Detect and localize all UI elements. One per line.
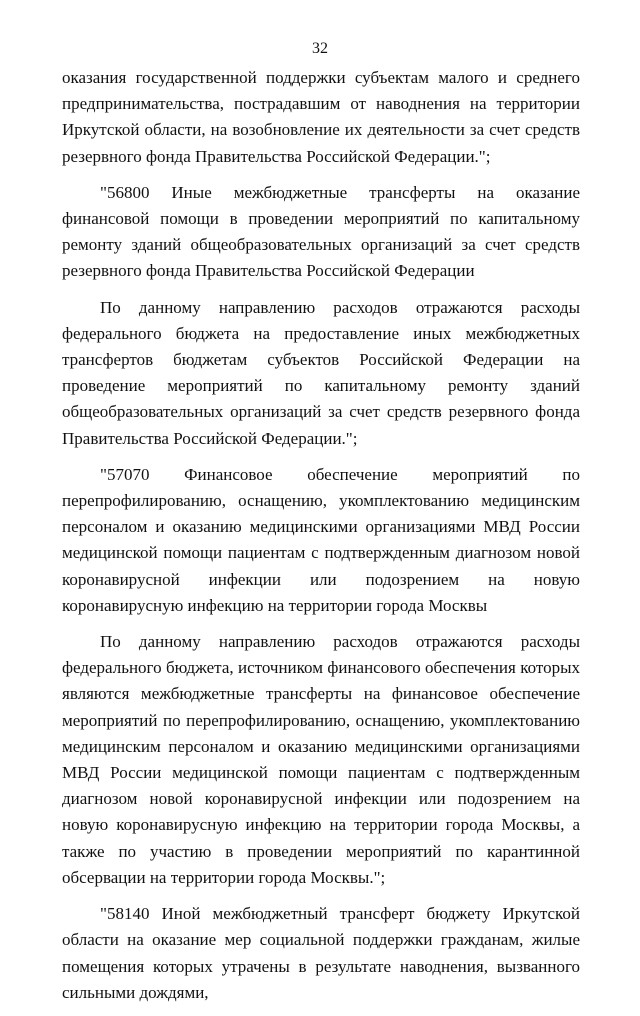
page-number: 32 (312, 40, 328, 57)
paragraph-57070-description: По данному направлению расходов отражаются расходы федерального бюджета, источником финансового обеспечения которых являются межбюджетные трансферты на финансовое обеспечение мероприятий по перепрофилированию, оснащению, укомплектованию медицинским персоналом и оказанию медицинскими организациями МВД России медицинской помощи пациентам с подтвержденным диагнозом новой коронавирусной инфекции или подозрением на новую коронавирусную инфекцию на территории города Москвы, а также по участию в проведении мероприятий по карантинной обсервации на территории города Москвы."; (62, 632, 580, 887)
paragraph-continuation: оказания государственной поддержки субъектам малого и среднего предпринимательства, пострадавшим от наводнения на территории Иркутской области, на возобновление их деятельности за счет средств резервного фонда Правительства Российской Федерации."; (62, 68, 580, 166)
paragraph-56800-description: По данному направлению расходов отражаются расходы федерального бюджета на предоставление иных межбюджетных трансфертов бюджетам субъектов Российской Федерации на проведение мероприятий по капитальному ремонту зданий общеобразовательных организаций за счет средств резервного фонда Правительства Российской Федерации."; (62, 297, 580, 448)
document-body (62, 65, 580, 1016)
paragraph-code-56800: "56800 Иные межбюджетные трансферты на оказание финансовой помощи в проведении мероприятий по капитальному ремонту зданий общеобразовательных организаций за счет средств резервного фонда Правительства Российской Федерации (62, 182, 580, 281)
paragraph-code-57070: "57070 Финансовое обеспечение мероприятий по перепрофилированию, оснащению, укомплектованию медицинским персоналом и оказанию медицинскими организациями МВД России медицинской помощи пациентам с подтвержденным диагнозом новой коронавирусной инфекции или подозрением на новую коронавирусную инфекцию на территории города Москвы (62, 464, 580, 615)
paragraph-code-58140: "58140 Иной межбюджетный трансферт бюджету Иркутской области на оказание мер социальной поддержки гражданам, жилые помещения которых утрачены в результате наводнения, вызванного сильными дождями, (62, 904, 580, 1002)
